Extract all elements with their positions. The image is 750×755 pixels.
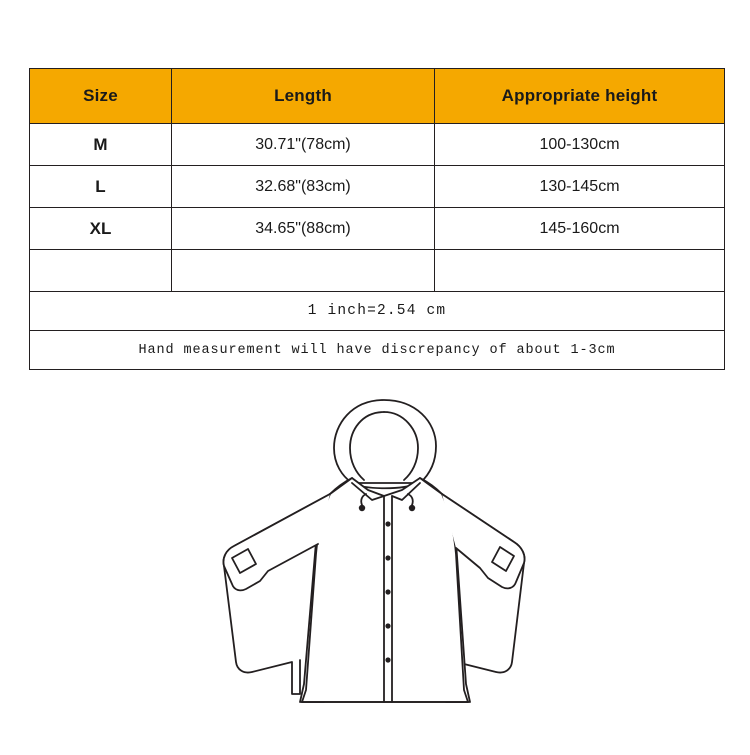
cell-length-xl: 34.65"(88cm) xyxy=(172,208,435,250)
cell-size-xl: XL xyxy=(30,208,172,250)
table-row xyxy=(30,166,725,208)
cell-length-l: 32.68"(83cm) xyxy=(172,166,435,208)
table-row xyxy=(30,124,725,166)
table-row-blank xyxy=(30,250,725,292)
note-measurement-discrepancy: Hand measurement will have discrepancy of about 1-3cm xyxy=(30,331,725,370)
table-note-row xyxy=(30,292,725,331)
blank-cell-1 xyxy=(30,250,172,292)
note-inch-conversion: 1 inch=2.54 cm xyxy=(30,292,725,331)
column-header-size: Size xyxy=(30,69,172,124)
cell-length-m: 30.71"(78cm) xyxy=(172,124,435,166)
size-table-header xyxy=(30,69,725,124)
cell-size-m: M xyxy=(30,124,172,166)
table-header-row xyxy=(30,69,725,124)
blank-cell-2 xyxy=(172,250,435,292)
column-header-height: Appropriate height xyxy=(435,69,725,124)
blank-cell-3 xyxy=(435,250,725,292)
table-row xyxy=(30,208,725,250)
column-header-length: Length xyxy=(172,69,435,124)
cell-height-l: 130-145cm xyxy=(435,166,725,208)
size-table-body xyxy=(30,124,725,370)
size-table xyxy=(29,68,725,370)
cell-size-l: L xyxy=(30,166,172,208)
cell-height-xl: 145-160cm xyxy=(435,208,725,250)
raincoat-illustration xyxy=(0,372,750,750)
table-note-row xyxy=(30,331,725,370)
size-table-container xyxy=(29,68,721,370)
raincoat-icon xyxy=(0,372,750,750)
cell-height-m: 100-130cm xyxy=(435,124,725,166)
